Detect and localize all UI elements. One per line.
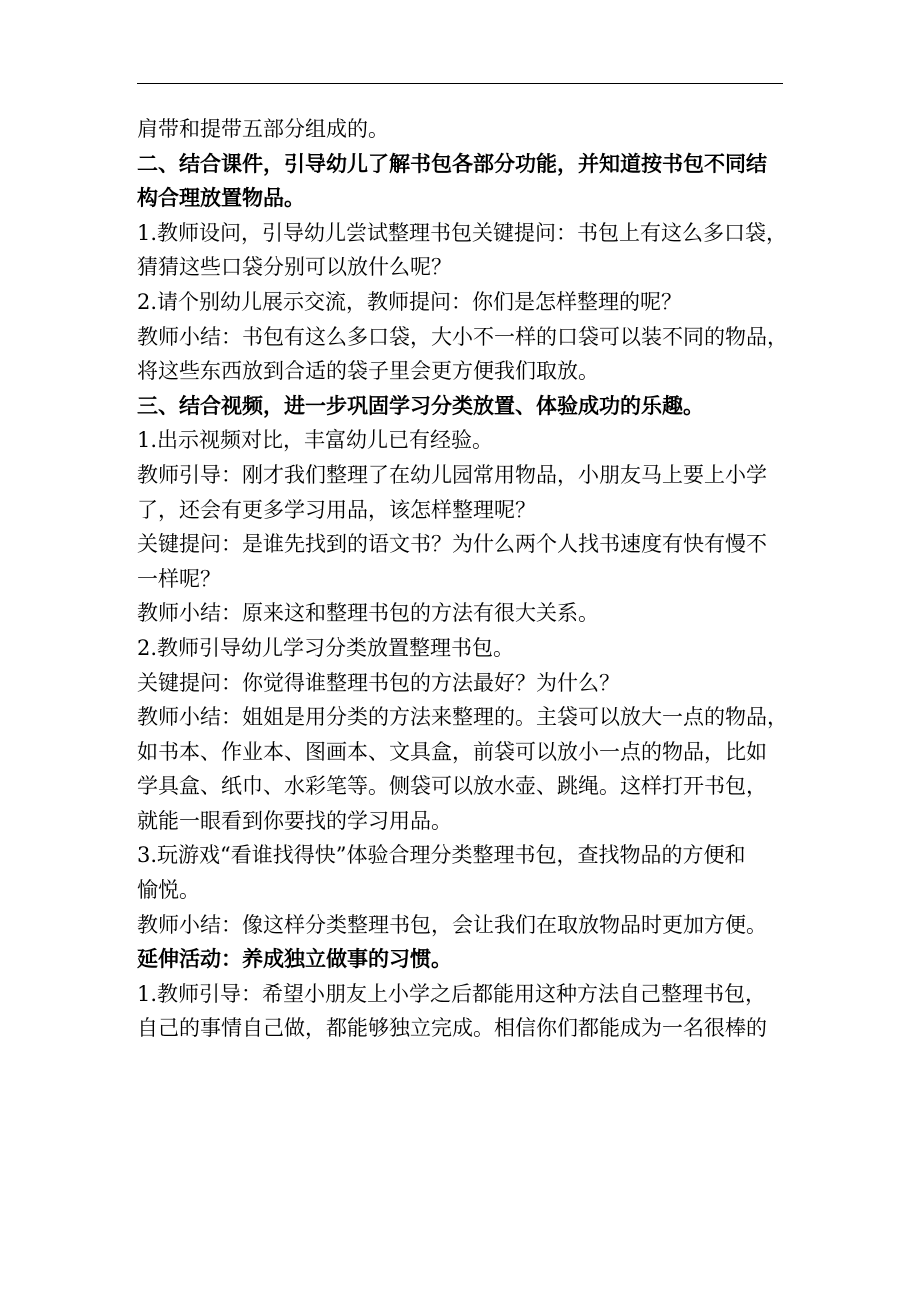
text-line: 2.教师引导幼儿学习分类放置整理书包。: [137, 635, 515, 660]
section-heading: 三、结合视频，进一步巩固学习分类放置、体验成功的乐趣。: [137, 392, 704, 418]
section-heading: 构合理放置物品。: [137, 185, 305, 211]
text-line: 1.教师引导：希望小朋友上小学之后都能用这种方法自己整理书包，: [137, 981, 767, 1006]
text-line: 2.请个别幼儿展示交流，教师提问：你们是怎样整理的呢？: [137, 289, 683, 314]
text-line: 教师小结：原来这和整理书包的方法有很大关系。: [137, 601, 599, 626]
text-line: 猜猜这些口袋分别可以放什么呢？: [137, 255, 452, 280]
text-line: 自己的事情自己做，都能够独立完成。相信你们都能成为一名很棒的: [137, 1016, 767, 1041]
text-line: 教师小结：像这样分类整理书包，会让我们在取放物品时更加方便。: [137, 912, 767, 937]
section-heading: 延伸活动：养成独立做事的习惯。: [137, 946, 452, 972]
text-line: 学具盒、纸巾、水彩笔等。侧袋可以放水壶、跳绳。这样打开书包，: [137, 774, 767, 799]
text-line: 了，还会有更多学习用品，该怎样整理呢？: [137, 497, 536, 522]
text-line: 就能一眼看到你要找的学习用品。: [137, 808, 452, 833]
text-line: 关键提问：你觉得谁整理书包的方法最好？为什么？: [137, 670, 620, 695]
text-line: 肩带和提带五部分组成的。: [137, 117, 389, 141]
text-line: 如书本、作业本、图画本、文具盒，前袋可以放小一点的物品，比如: [137, 739, 767, 764]
text-line: 愉悦。: [137, 878, 200, 903]
text-line: 教师小结：姐姐是用分类的方法来整理的。主袋可以放大一点的物品，: [137, 705, 788, 730]
text-line: 1.出示视频对比，丰富幼儿已有经验。: [137, 428, 494, 453]
text-line: 一样呢？: [137, 566, 221, 591]
section-heading: 二、结合课件，引导幼儿了解书包各部分功能，并知道按书包不同结: [137, 150, 767, 176]
text-line: 将这些东西放到合适的袋子里会更方便我们取放。: [137, 359, 599, 384]
header-rule: [137, 83, 783, 84]
text-line: 3.玩游戏“看谁找得快”体验合理分类整理书包，查找物品的方便和: [137, 843, 746, 868]
text-line: 教师小结：书包有这么多口袋，大小不一样的口袋可以装不同的物品，: [137, 324, 788, 349]
text-line: 关键提问：是谁先找到的语文书？为什么两个人找书速度有快有慢不: [137, 532, 767, 557]
text-line: 教师引导：刚才我们整理了在幼儿园常用物品，小朋友马上要上小学: [137, 462, 767, 487]
text-line: 1.教师设问，引导幼儿尝试整理书包关键提问：书包上有这么多口袋，: [137, 220, 788, 245]
document-body: [137, 112, 788, 1046]
